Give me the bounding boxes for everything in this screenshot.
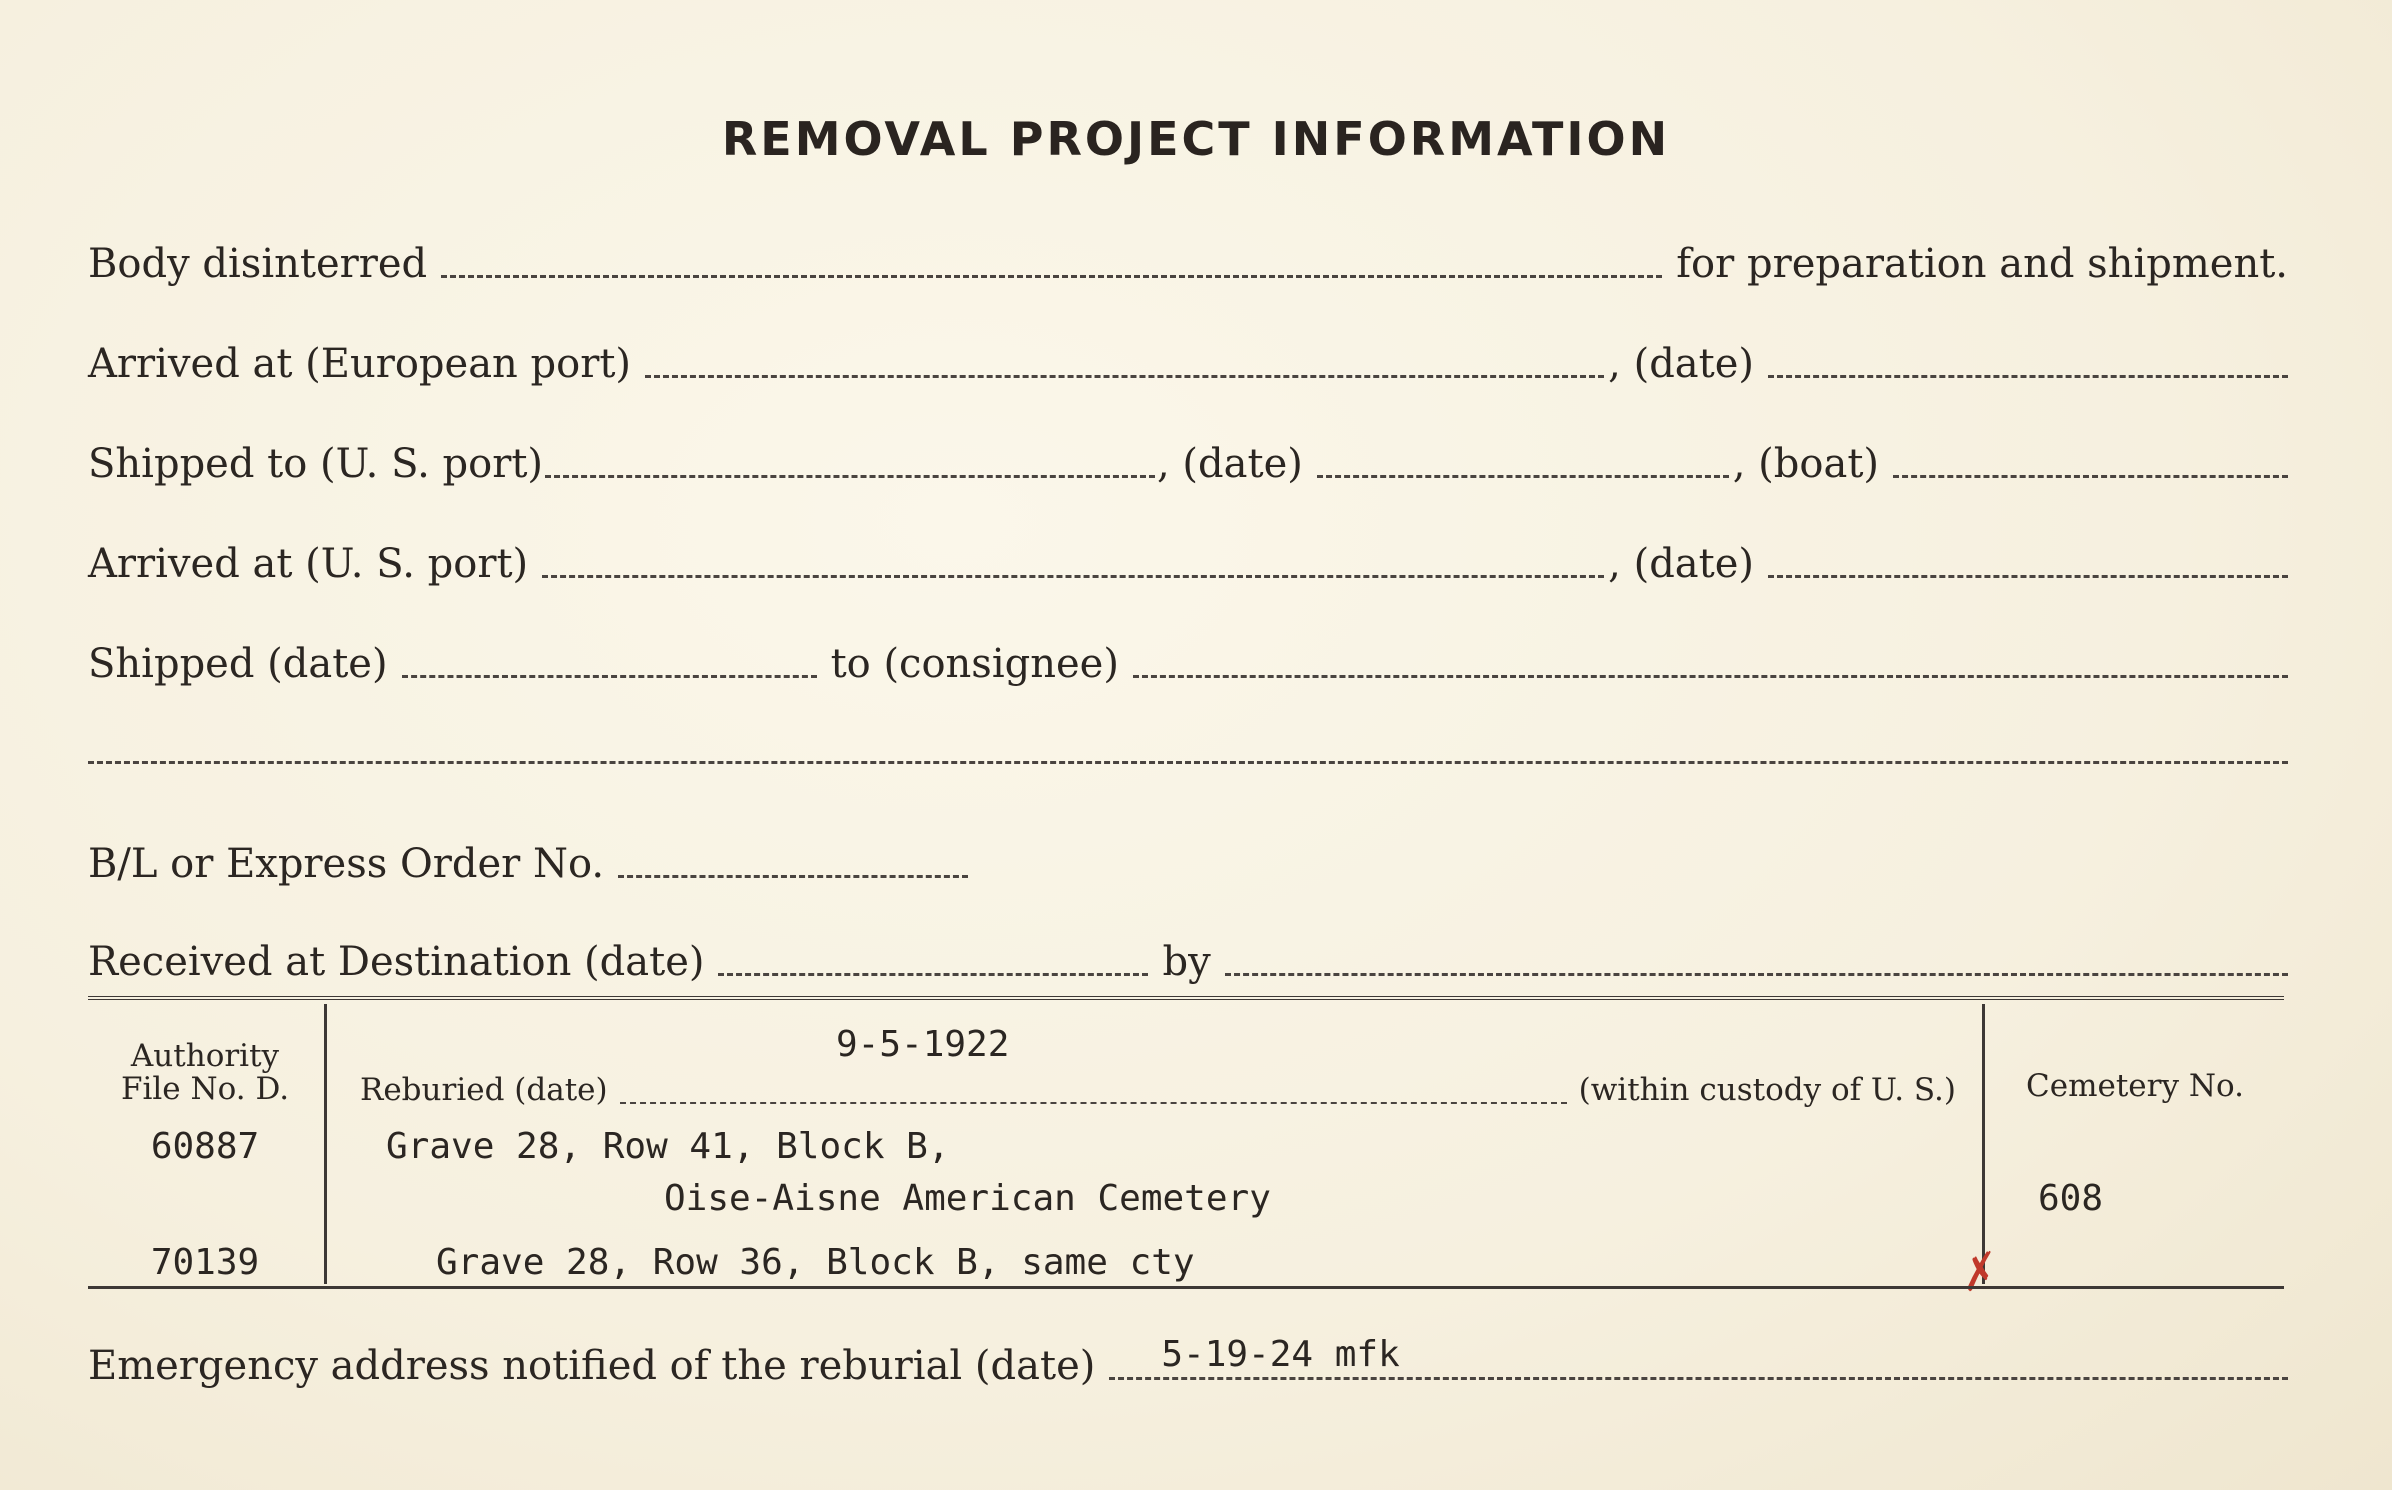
arrived-european-row bbox=[88, 332, 2288, 388]
authority-header bbox=[100, 1040, 310, 1105]
shipped-us-row bbox=[88, 432, 2288, 488]
custody-note: (within custody of U. S.) bbox=[1578, 1072, 1956, 1108]
emergency-date-field[interactable] bbox=[1109, 1334, 2288, 1380]
received-label: Received at Destination (date) bbox=[88, 939, 705, 985]
shipped-us-boat-label: , (boat) bbox=[1732, 441, 1879, 487]
shipped-us-label: Shipped to (U. S. port) bbox=[88, 441, 543, 487]
shipped-us-date-label: , (date) bbox=[1157, 441, 1303, 487]
arrived-us-date-field[interactable] bbox=[1768, 575, 2288, 578]
authority-column-divider bbox=[324, 1004, 327, 1284]
authority-header-line-1: Authority bbox=[130, 1038, 280, 1074]
received-row bbox=[88, 930, 2288, 986]
arrived-us-row bbox=[88, 532, 2288, 588]
consignee-field[interactable] bbox=[1133, 675, 2288, 678]
shipped-us-port-field[interactable] bbox=[545, 475, 1155, 478]
body-disinterred-suffix: for preparation and shipment. bbox=[1676, 241, 2288, 287]
emergency-date-value: 5-19-24 mfk bbox=[1161, 1334, 1400, 1375]
card-title: REMOVAL PROJECT INFORMATION bbox=[721, 112, 1671, 166]
received-by-field[interactable] bbox=[1225, 973, 2288, 976]
grave-line-1: Grave 28, Row 41, Block B, bbox=[386, 1126, 950, 1167]
file-number-1: 60887 bbox=[150, 1126, 260, 1167]
received-date-field[interactable] bbox=[718, 973, 1148, 976]
body-disinterred-field[interactable] bbox=[441, 275, 1662, 278]
table-bottom-rule bbox=[88, 1286, 2284, 1289]
emergency-row bbox=[88, 1334, 2288, 1390]
arrived-us-label: Arrived at (U. S. port) bbox=[88, 541, 529, 587]
arrived-european-date-label: , (date) bbox=[1608, 341, 1754, 387]
received-by-label: by bbox=[1162, 939, 1211, 985]
bl-order-label: B/L or Express Order No. bbox=[88, 841, 605, 887]
reburied-date-field[interactable] bbox=[620, 1102, 1567, 1104]
cemetery-column-divider bbox=[1982, 1004, 1985, 1284]
red-check-mark: ✗ bbox=[1951, 1243, 2002, 1304]
bl-order-row bbox=[88, 832, 2288, 888]
arrived-us-port-field[interactable] bbox=[542, 575, 1604, 578]
shipped-date-label: Shipped (date) bbox=[88, 641, 388, 687]
consignee-continuation-row bbox=[88, 718, 2288, 774]
consignee-continuation-field[interactable] bbox=[88, 761, 2288, 764]
table-top-rule bbox=[88, 996, 2284, 1004]
shipped-us-date-field[interactable] bbox=[1317, 475, 1729, 478]
arrived-european-port-field[interactable] bbox=[645, 375, 1604, 378]
reburied-label: Reburied (date) bbox=[360, 1072, 608, 1108]
grave-line-3: Grave 28, Row 36, Block B, same cty bbox=[436, 1242, 1195, 1283]
body-disinterred-row bbox=[88, 232, 2288, 288]
emergency-label: Emergency address notified of the reburial (date) bbox=[88, 1343, 1096, 1389]
reburied-date-value: 9-5-1922 bbox=[836, 1024, 1010, 1065]
arrived-european-label: Arrived at (European port) bbox=[88, 341, 632, 387]
cemetery-header: Cemetery No. bbox=[2026, 1068, 2244, 1104]
arrived-us-date-label: , (date) bbox=[1608, 541, 1754, 587]
grave-line-2: Oise-Aisne American Cemetery bbox=[664, 1178, 1271, 1219]
arrived-european-date-field[interactable] bbox=[1768, 375, 2288, 378]
file-number-2: 70139 bbox=[150, 1242, 260, 1283]
bl-order-field[interactable] bbox=[618, 875, 968, 878]
shipped-date-row bbox=[88, 632, 2288, 688]
authority-header-line-2: File No. D. bbox=[120, 1070, 290, 1107]
shipped-us-boat-field[interactable] bbox=[1893, 475, 2288, 478]
consignee-label: to (consignee) bbox=[830, 641, 1119, 687]
cemetery-number: 608 bbox=[2038, 1178, 2104, 1219]
shipped-date-field[interactable] bbox=[402, 675, 817, 678]
body-disinterred-label: Body disinterred bbox=[88, 241, 428, 287]
reburied-row bbox=[360, 1068, 1956, 1112]
